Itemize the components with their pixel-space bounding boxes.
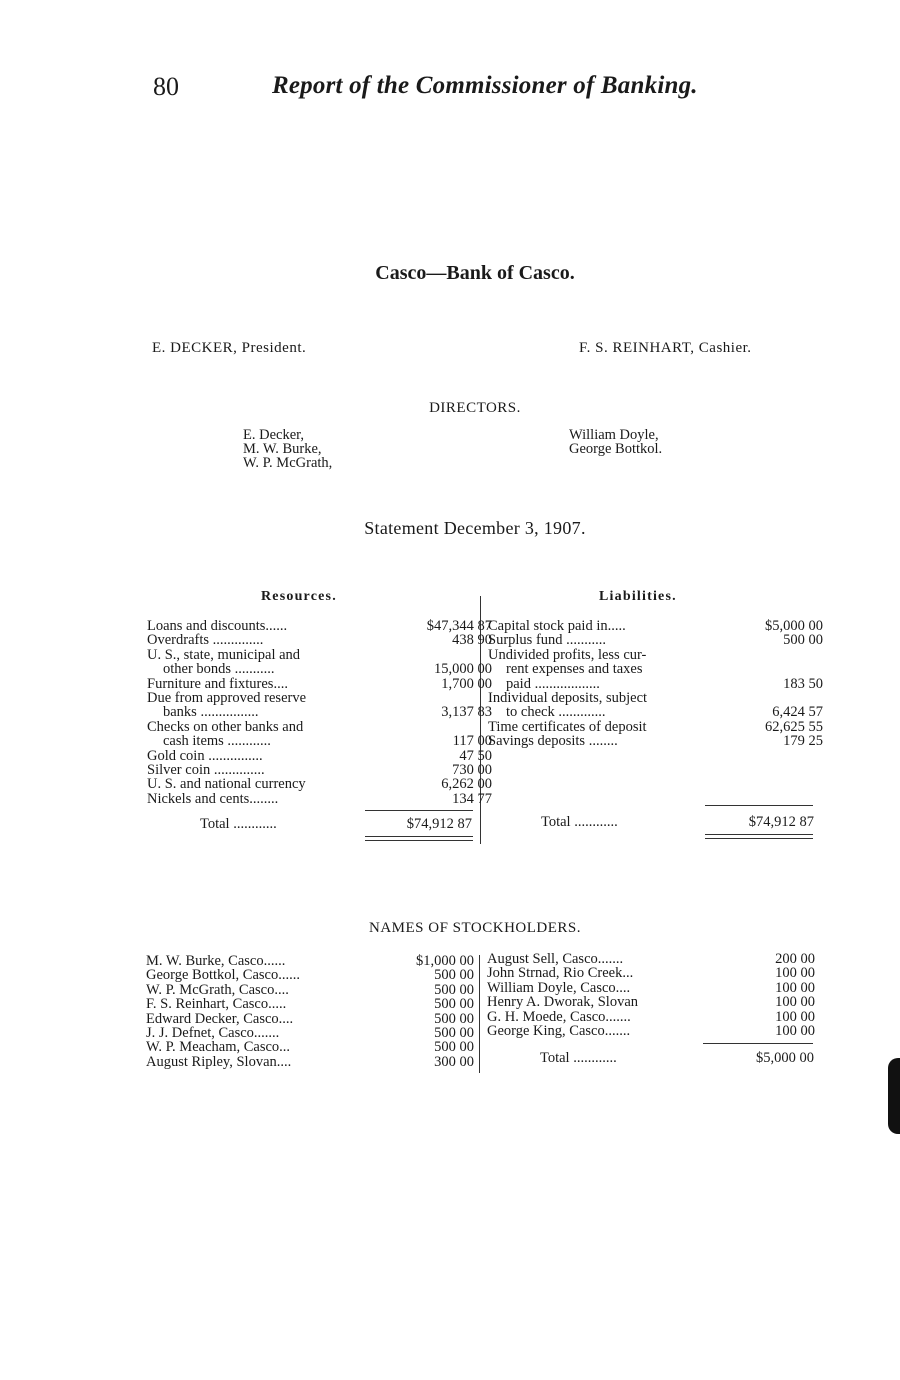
stockholder-amount: 100 00: [775, 1022, 815, 1039]
row-label: Gold coin ...............: [147, 747, 263, 764]
stockholder-amount: 500 00: [434, 1010, 474, 1027]
row-amount: 6,262 00: [441, 776, 492, 793]
row-label: Surplus fund ...........: [488, 632, 607, 649]
row-label: cash items ............: [163, 733, 271, 750]
stockholder-amount: 500 00: [434, 1024, 474, 1041]
director: E. Decker,: [243, 427, 305, 443]
table-row: [147, 747, 492, 764]
stockholder-name: August Ripley, Slovan....: [146, 1053, 292, 1070]
resources-total-label: Total ............: [200, 816, 277, 832]
list-item: [487, 952, 817, 966]
row-amount: 15,000 00: [434, 661, 492, 678]
list-item: [146, 968, 476, 982]
liabilities-total-label: Total ............: [541, 814, 618, 830]
row-amount: 117 00: [452, 733, 492, 750]
total-double-rule: [365, 836, 473, 841]
stockholders-total-amount: $5,000 00: [756, 1050, 814, 1066]
list-item: [487, 966, 817, 980]
row-label: U. S., state, municipal and: [147, 646, 301, 663]
table-row: [488, 704, 823, 721]
stockholder-name: William Doyle, Casco....: [487, 979, 631, 996]
total-rule: [705, 805, 813, 806]
stockholder-name: W. P. McGrath, Casco....: [146, 981, 289, 998]
row-label: Nickels and cents........: [147, 790, 279, 807]
table-row: [488, 718, 823, 735]
list-item: [487, 1024, 817, 1038]
report-title: Report of the Commissioner of Banking.: [272, 72, 698, 99]
table-row: [488, 662, 818, 676]
row-label: Overdrafts ..............: [147, 632, 264, 649]
total-rule: [703, 1043, 813, 1044]
stockholder-name: G. H. Moede, Casco.......: [487, 1008, 631, 1025]
row-label: paid ..................: [506, 675, 600, 692]
bank-name: Casco—Bank of Casco.: [375, 262, 575, 284]
row-amount: 179 25: [783, 733, 823, 750]
row-amount: 1,700 00: [441, 675, 492, 692]
stockholder-name: Henry A. Dworak, Slovan: [487, 994, 639, 1011]
row-amount: 3,137 83: [441, 704, 492, 721]
stockholder-amount: 500 00: [434, 996, 474, 1013]
table-row: [147, 632, 492, 649]
row-label: Checks on other banks and: [147, 718, 304, 735]
row-label: Silver coin ..............: [147, 761, 265, 778]
row-amount: 62,625 55: [765, 718, 823, 735]
table-row: [147, 618, 492, 634]
president: E. DECKER, President.: [152, 340, 307, 356]
stockholder-amount: $1,000 00: [416, 953, 474, 969]
stockholder-amount: 100 00: [775, 1008, 815, 1025]
stockholder-amount: 200 00: [775, 951, 815, 967]
director: M. W. Burke,: [243, 441, 322, 457]
row-amount: 6,424 57: [772, 704, 823, 721]
table-row: [147, 790, 492, 807]
stockholder-name: J. J. Defnet, Casco.......: [146, 1024, 280, 1041]
list-item: [146, 1026, 476, 1040]
row-label: Capital stock paid in.....: [488, 618, 626, 634]
table-row: [147, 691, 477, 705]
row-label: other bonds ...........: [163, 661, 275, 678]
row-amount: 47 50: [459, 747, 492, 764]
list-item: [487, 995, 817, 1009]
table-row: [147, 720, 477, 734]
total-rule: [365, 810, 473, 811]
stockholder-amount: 100 00: [775, 979, 815, 996]
list-item: [487, 981, 817, 995]
list-item: [146, 1055, 476, 1069]
table-row: [147, 761, 492, 778]
stockholder-name: John Strnad, Rio Creek...: [487, 965, 634, 982]
table-row: [147, 648, 477, 662]
list-item: [487, 1010, 817, 1024]
table-row: [488, 733, 823, 750]
row-amount: 438 90: [452, 632, 492, 649]
stockholder-name: W. P. Meacham, Casco...: [146, 1039, 291, 1056]
resources-total-amount: $74,912 87: [406, 816, 472, 832]
table-row: [147, 733, 492, 750]
directors-heading: DIRECTORS.: [429, 400, 521, 416]
directors-left: [243, 428, 332, 470]
director: George Bottkol.: [569, 441, 663, 457]
row-amount: 500 00: [783, 632, 823, 649]
table-row: [147, 704, 492, 721]
table-row: [147, 776, 492, 793]
list-item: [146, 983, 476, 997]
row-label: Furniture and fixtures....: [147, 675, 288, 692]
stockholder-amount: 500 00: [434, 981, 474, 998]
stockholders-total-label: Total ............: [540, 1050, 617, 1066]
page-number: 80: [153, 72, 179, 101]
stockholder-name: F. S. Reinhart, Casco.....: [146, 996, 287, 1013]
list-item: [146, 1040, 476, 1054]
row-amount: 730 00: [452, 761, 492, 778]
stockholders-heading: NAMES OF STOCKHOLDERS.: [368, 920, 581, 936]
directors-right: [569, 428, 662, 456]
page-edge-mark: [888, 1058, 900, 1134]
director: William Doyle,: [569, 427, 659, 443]
stockholder-amount: 500 00: [434, 1039, 474, 1056]
stockholder-amount: 100 00: [775, 965, 815, 982]
row-amount: 183 50: [783, 675, 823, 692]
table-row: [488, 691, 818, 705]
table-row: [488, 675, 823, 692]
row-amount: $5,000 00: [765, 618, 823, 634]
table-row: [147, 675, 492, 692]
stockholder-name: August Sell, Casco.......: [487, 951, 624, 967]
row-label: Savings deposits ........: [488, 733, 618, 750]
row-amount: $47,344 87: [426, 618, 492, 634]
list-item: [146, 954, 476, 968]
row-label: Time certificates of deposit: [488, 718, 647, 735]
row-label: Individual deposits, subject: [488, 689, 648, 706]
row-label: banks ................: [163, 704, 259, 721]
liabilities-table: [488, 618, 823, 750]
stockholders-left: [146, 954, 476, 1069]
row-label: Due from approved reserve: [147, 689, 307, 706]
cashier: F. S. REINHART, Cashier.: [579, 340, 752, 356]
list-item: [146, 997, 476, 1011]
stockholder-name: Edward Decker, Casco....: [146, 1010, 294, 1027]
column-divider: [479, 955, 480, 1073]
stockholder-amount: 300 00: [434, 1053, 474, 1070]
statement-title: Statement December 3, 1907.: [364, 518, 586, 538]
stockholder-name: M. W. Burke, Casco......: [146, 953, 286, 969]
stockholder-amount: 100 00: [775, 994, 815, 1011]
stockholder-name: George King, Casco.......: [487, 1022, 631, 1039]
resources-table: [147, 618, 492, 807]
row-label: to check .............: [506, 704, 606, 721]
table-row: [147, 661, 492, 678]
row-amount: 134 77: [452, 790, 492, 807]
liabilities-total-amount: $74,912 87: [748, 814, 814, 830]
director: W. P. McGrath,: [243, 455, 333, 471]
resources-heading: Resources.: [261, 589, 337, 604]
table-row: [488, 648, 818, 662]
stockholder-name: George Bottkol, Casco......: [146, 967, 300, 984]
row-label: rent expenses and taxes: [506, 661, 643, 678]
row-label: U. S. and national currency: [147, 776, 306, 793]
row-label: Loans and discounts......: [147, 618, 288, 634]
total-double-rule: [705, 834, 813, 839]
list-item: [146, 1012, 476, 1026]
stockholder-amount: 500 00: [434, 967, 474, 984]
stockholders-right: [487, 952, 817, 1038]
table-row: [488, 632, 823, 649]
liabilities-heading: Liabilities.: [599, 589, 677, 604]
table-row: [488, 618, 823, 634]
row-label: Undivided profits, less cur-: [488, 646, 647, 663]
